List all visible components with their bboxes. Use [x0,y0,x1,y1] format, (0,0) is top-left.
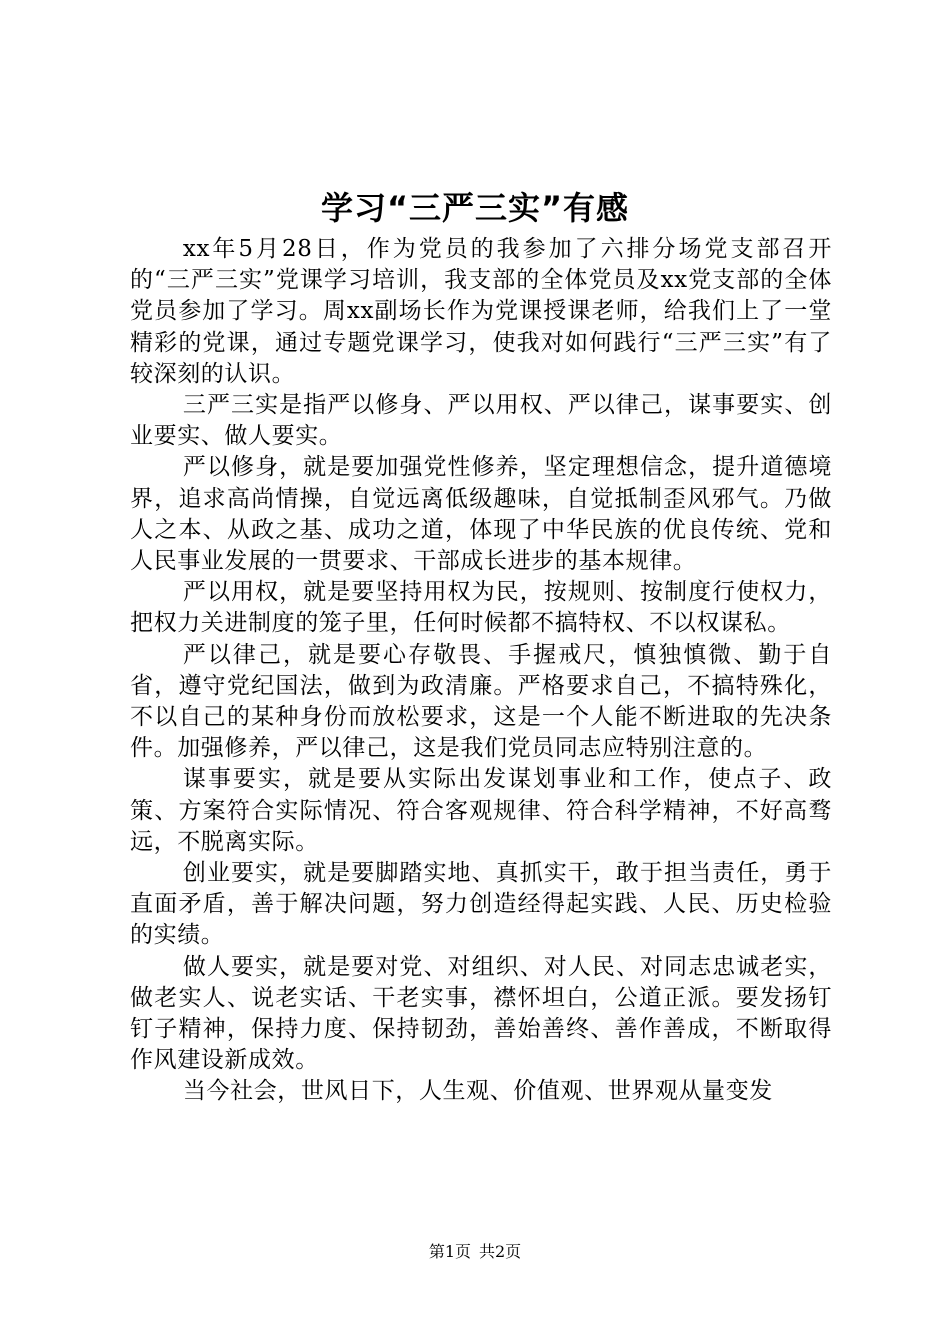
page-total: 共2页 [479,1242,522,1261]
page-number: 第1页 [428,1242,471,1261]
body-paragraph: xx年5月28日，作为党员的我参加了六排分场党支部召开的“三严三实”党课学习培训，我支部的全体党员及xx党支部的全体党员参加了学习。周xx副场长作为党课授课老师，给我们上了一堂精彩的党课，通过专题党课学习，使我对如何践行“三严三实”有了较深刻的认识。 [130,236,832,387]
body-paragraph: 严以修身，就是要加强党性修养，坚定理想信念，提升道德境界，追求高尚情操，自觉远离低级趣味，自觉抵制歪风邪气。乃做人之本、从政之基、成功之道，体现了中华民族的优良传统、党和人民事业发展的一贯要求、干部成长进步的基本规律。 [130,454,832,575]
body-paragraph: 做人要实，就是要对党、对组织、对人民、对同志忠诚老实，做老实人、说老实话、干老实事，襟怀坦白，公道正派。要发扬钉钉子精神，保持力度、保持韧劲，善始善终、善作善成，不断取得作风建设新成效。 [130,953,832,1074]
page-footer [0,1240,950,1264]
body-paragraph: 严以律己，就是要心存敬畏、手握戒尺，慎独慎微、勤于自省，遵守党纪国法，做到为政清廉。严格要求自己，不搞特殊化，不以自己的某种身份而放松要求，这是一个人能不断进取的先决条件。加强修养，严以律己，这是我们党员同志应特别注意的。 [130,641,832,762]
body-paragraph: 创业要实，就是要脚踏实地、真抓实干，敢于担当责任，勇于直面矛盾，善于解决问题，努力创造经得起实践、人民、历史检验的实绩。 [130,860,832,949]
document-body [130,234,832,1108]
body-paragraph: 当今社会，世风日下，人生观、价值观、世界观从量变发 [182,1078,773,1105]
body-paragraph: 三严三实是指严以修身、严以用权、严以律己，谋事要实、创业要实、做人要实。 [130,392,832,450]
body-paragraph: 严以用权，就是要坚持用权为民，按规则、按制度行使权力，把权力关进制度的笼子里，任何时候都不搞特权、不以权谋私。 [130,579,832,637]
body-paragraph: 谋事要实，就是要从实际出发谋划事业和工作，使点子、政策、方案符合实际情况、符合客观规律、符合科学精神，不好高骛远，不脱离实际。 [130,766,832,855]
document-title: 学习“三严三实”有感 [320,189,630,227]
